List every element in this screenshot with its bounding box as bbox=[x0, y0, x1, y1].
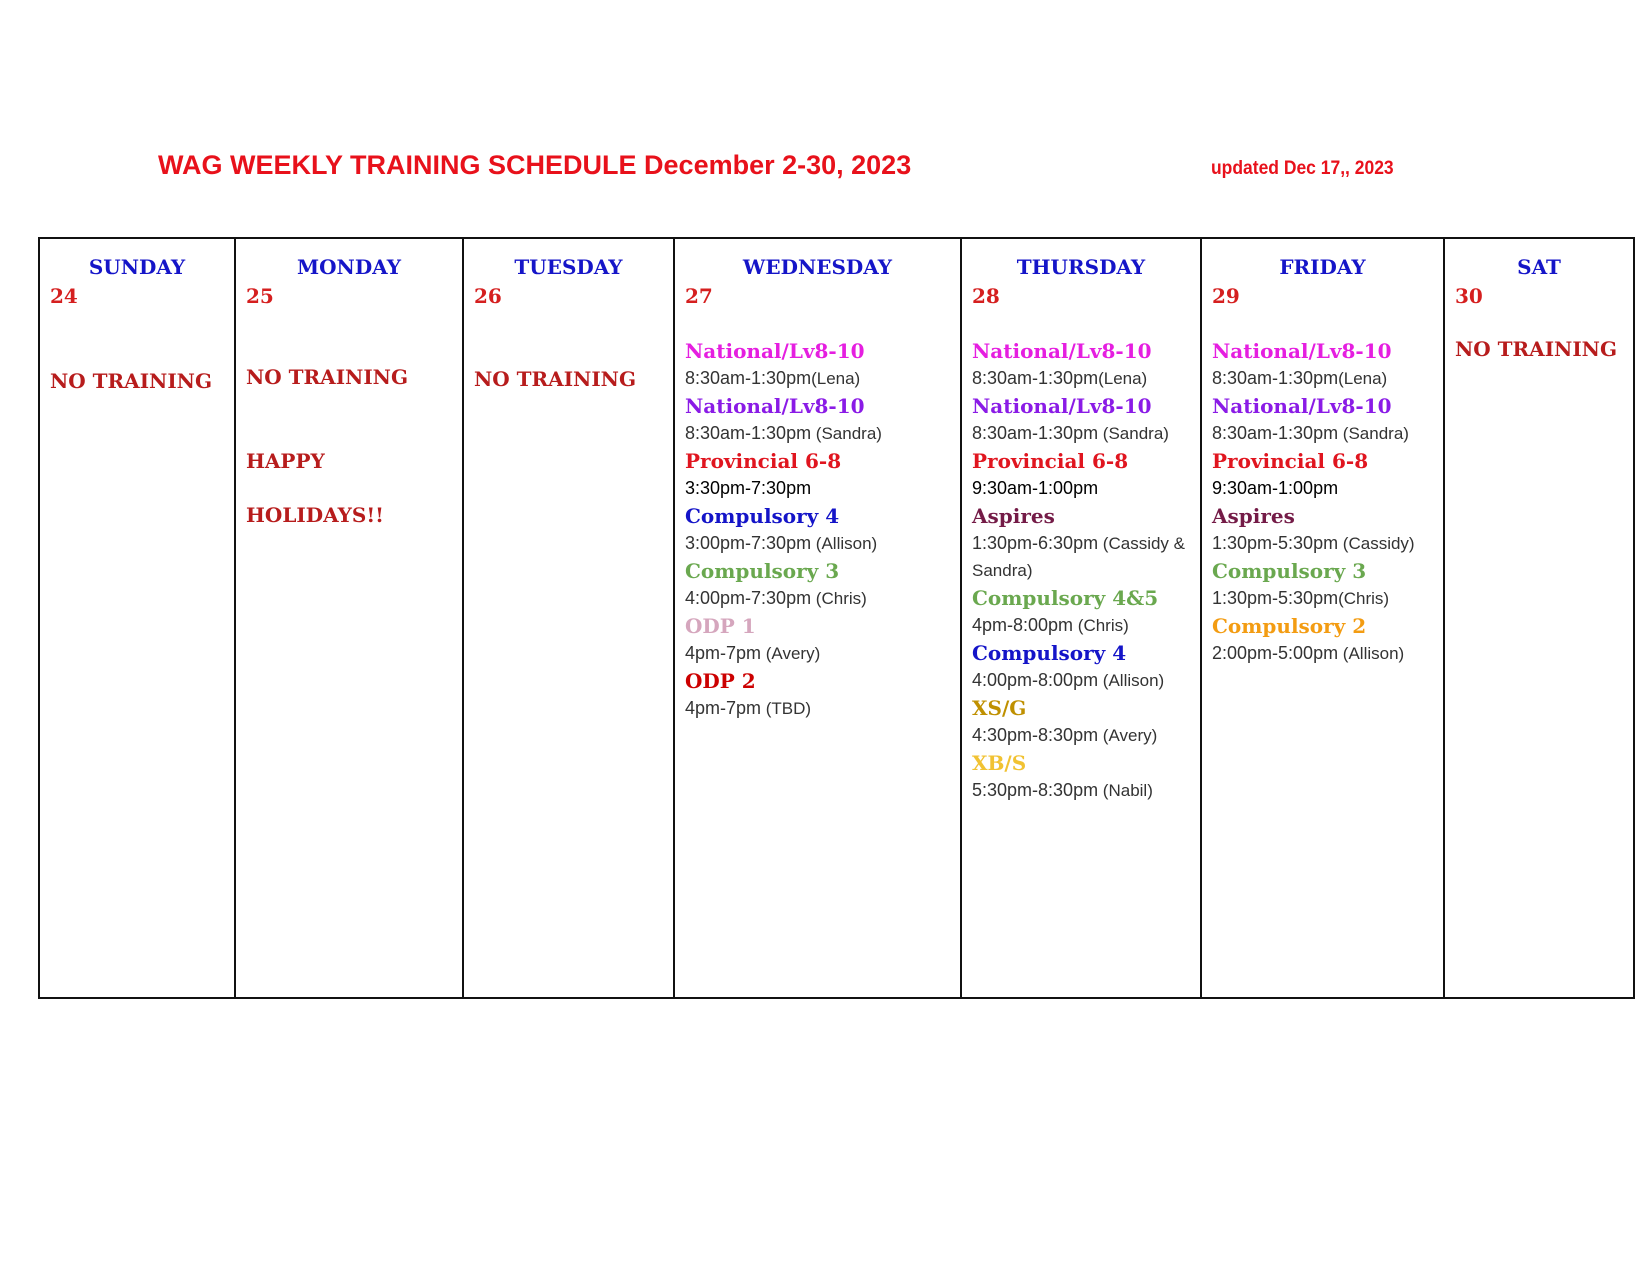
session-time bbox=[685, 585, 950, 612]
holiday-note-line-1: HAPPY bbox=[246, 449, 325, 473]
session-name: Compulsory 4&5 bbox=[972, 586, 1159, 610]
session-hours: 4pm-7pm bbox=[685, 698, 762, 718]
session-name: Compulsory 4 bbox=[685, 504, 840, 528]
no-training-note-tuesday: NO TRAINING bbox=[474, 367, 637, 391]
session-hours: 4:00pm-7:30pm bbox=[685, 588, 812, 608]
session-name: National/Lv8-10 bbox=[1212, 394, 1392, 418]
no-training-note-monday: NO TRAINING bbox=[246, 365, 409, 389]
session-hours: 8:30am-1:30pm bbox=[972, 368, 1099, 388]
session-time bbox=[972, 530, 1190, 584]
day-name-monday: MONDAY bbox=[297, 255, 401, 279]
session-time bbox=[1212, 475, 1433, 502]
day-name-sunday: SUNDAY bbox=[88, 255, 186, 279]
day-name-tuesday: TUESDAY bbox=[514, 255, 623, 279]
holiday-note-line-2: HOLIDAYS!! bbox=[246, 503, 384, 527]
session-coach: (Avery) bbox=[1098, 726, 1158, 745]
session-name: Aspires bbox=[1212, 504, 1295, 528]
schedule-table bbox=[38, 237, 1635, 999]
day-number-wednesday: 27 bbox=[685, 284, 713, 308]
session-name: Provincial 6-8 bbox=[685, 449, 842, 473]
session-time bbox=[685, 530, 950, 557]
session-hours: 3:00pm-7:30pm bbox=[685, 533, 812, 553]
session-name: Provincial 6-8 bbox=[1212, 449, 1369, 473]
session-hours: 4pm-7pm bbox=[685, 643, 762, 663]
session-coach: (Avery) bbox=[761, 644, 821, 663]
session-coach: (Sandra) bbox=[1338, 424, 1409, 443]
schedule-row bbox=[39, 238, 1634, 998]
session-coach: (Nabil) bbox=[1098, 781, 1153, 800]
session-coach: (Chris) bbox=[1338, 589, 1390, 608]
session-hours: 8:30am-1:30pm bbox=[685, 368, 812, 388]
day-name-wednesday: WEDNESDAY bbox=[742, 255, 893, 279]
day-number-saturday: 30 bbox=[1455, 284, 1483, 308]
no-training-note-saturday: NO TRAINING bbox=[1455, 337, 1618, 361]
day-cell-tuesday bbox=[463, 238, 674, 998]
session-time bbox=[972, 667, 1190, 694]
session-coach: (Allison) bbox=[1098, 671, 1165, 690]
session-hours: 1:30pm-6:30pm bbox=[972, 533, 1099, 553]
session-coach: (Sandra) bbox=[1098, 424, 1169, 443]
session-time bbox=[1212, 365, 1433, 392]
session-hours: 4pm-8:00pm bbox=[972, 615, 1074, 635]
day-cell-wednesday bbox=[674, 238, 961, 998]
session-hours: 8:30am-1:30pm bbox=[1212, 368, 1339, 388]
session-time bbox=[972, 722, 1190, 749]
session-hours: 5:30pm-8:30pm bbox=[972, 780, 1099, 800]
day-cell-friday bbox=[1201, 238, 1444, 998]
session-time bbox=[685, 695, 950, 722]
session-hours: 1:30pm-5:30pm bbox=[1212, 533, 1339, 553]
session-list-friday bbox=[1212, 337, 1433, 667]
session-name: XB/S bbox=[972, 751, 1027, 775]
session-time bbox=[685, 420, 950, 447]
day-cell-saturday bbox=[1444, 238, 1634, 998]
session-coach: (Lena) bbox=[1098, 369, 1148, 388]
session-name: Compulsory 2 bbox=[1212, 614, 1367, 638]
session-name: National/Lv8-10 bbox=[972, 339, 1152, 363]
session-time bbox=[685, 475, 950, 502]
day-number-thursday: 28 bbox=[972, 284, 1000, 308]
session-name: National/Lv8-10 bbox=[972, 394, 1152, 418]
session-coach: (Cassidy & Sandra) bbox=[972, 534, 1185, 580]
day-name-friday: FRIDAY bbox=[1279, 255, 1366, 279]
session-name: Provincial 6-8 bbox=[972, 449, 1129, 473]
day-name-saturday: SAT bbox=[1517, 255, 1561, 279]
session-time bbox=[972, 777, 1190, 804]
day-number-tuesday: 26 bbox=[474, 284, 502, 308]
day-number-monday: 25 bbox=[246, 284, 274, 308]
session-name: Aspires bbox=[972, 504, 1055, 528]
session-time bbox=[972, 475, 1190, 502]
session-hours: 1:30pm-5:30pm bbox=[1212, 588, 1339, 608]
updated-date: updated Dec 17,, 2023 bbox=[1211, 158, 1394, 179]
session-time bbox=[1212, 585, 1433, 612]
session-hours: 8:30am-1:30pm bbox=[1212, 423, 1339, 443]
day-name-thursday: THURSDAY bbox=[1016, 255, 1146, 279]
session-coach: (TBD) bbox=[761, 699, 812, 718]
session-hours: 9:30am-1:00pm bbox=[1212, 478, 1339, 498]
session-hours: 3:30pm-7:30pm bbox=[685, 478, 812, 498]
session-name: ODP 2 bbox=[685, 669, 756, 693]
session-name: National/Lv8-10 bbox=[685, 394, 865, 418]
session-hours: 8:30am-1:30pm bbox=[972, 423, 1099, 443]
page-title: WAG WEEKLY TRAINING SCHEDULE December 2-30, 2023 bbox=[158, 150, 912, 180]
session-coach: (Allison) bbox=[811, 534, 878, 553]
session-name: National/Lv8-10 bbox=[685, 339, 865, 363]
session-coach: (Allison) bbox=[1338, 644, 1405, 663]
no-training-note-sunday: NO TRAINING bbox=[50, 369, 213, 393]
session-hours: 8:30am-1:30pm bbox=[685, 423, 812, 443]
session-coach: (Lena) bbox=[811, 369, 861, 388]
session-coach: (Lena) bbox=[1338, 369, 1388, 388]
session-name: ODP 1 bbox=[685, 614, 756, 638]
session-time bbox=[685, 640, 950, 667]
day-number-sunday: 24 bbox=[50, 284, 78, 308]
session-time bbox=[1212, 530, 1433, 557]
day-cell-monday bbox=[235, 238, 463, 998]
session-name: Compulsory 3 bbox=[1212, 559, 1367, 583]
session-list-wednesday bbox=[685, 337, 950, 722]
session-time bbox=[1212, 420, 1433, 447]
session-time bbox=[1212, 640, 1433, 667]
session-time bbox=[685, 365, 950, 392]
session-coach: (Cassidy) bbox=[1338, 534, 1415, 553]
session-name: National/Lv8-10 bbox=[1212, 339, 1392, 363]
session-coach: (Chris) bbox=[811, 589, 867, 608]
session-hours: 9:30am-1:00pm bbox=[972, 478, 1099, 498]
session-coach: (Sandra) bbox=[811, 424, 882, 443]
session-name: Compulsory 4 bbox=[972, 641, 1127, 665]
session-coach: (Chris) bbox=[1073, 616, 1129, 635]
day-number-friday: 29 bbox=[1212, 284, 1240, 308]
day-cell-sunday bbox=[39, 238, 235, 998]
session-hours: 4:30pm-8:30pm bbox=[972, 725, 1099, 745]
session-list-thursday bbox=[972, 337, 1190, 804]
session-time bbox=[972, 365, 1190, 392]
day-cell-thursday bbox=[961, 238, 1201, 998]
session-hours: 4:00pm-8:00pm bbox=[972, 670, 1099, 690]
session-time bbox=[972, 612, 1190, 639]
session-hours: 2:00pm-5:00pm bbox=[1212, 643, 1339, 663]
session-time bbox=[972, 420, 1190, 447]
session-name: XS/G bbox=[972, 696, 1027, 720]
session-name: Compulsory 3 bbox=[685, 559, 840, 583]
